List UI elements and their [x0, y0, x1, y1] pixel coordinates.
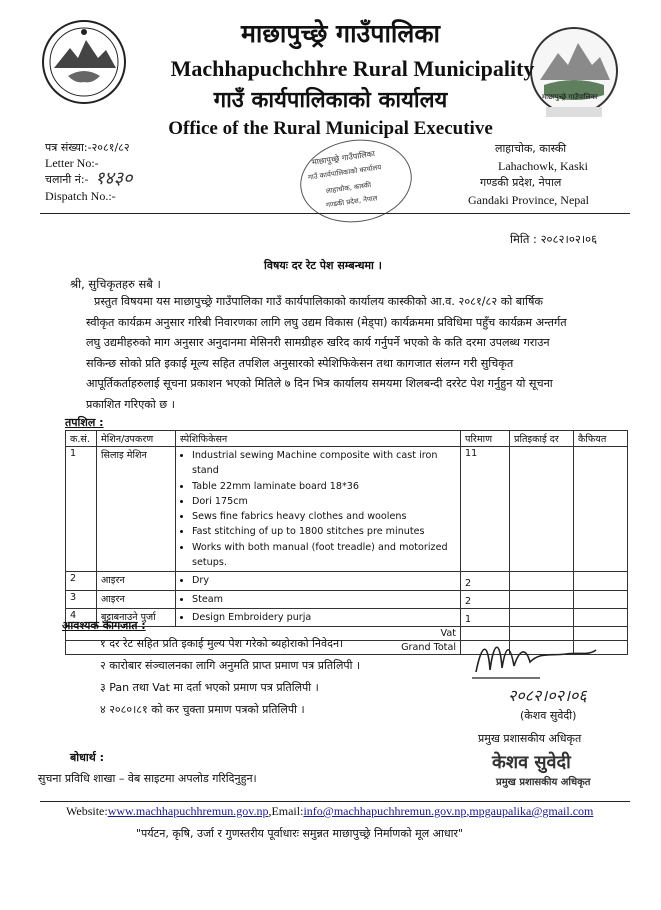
table-caption: तपशिल :	[65, 416, 104, 429]
row-sn: 4	[66, 608, 97, 626]
row-sn: 2	[66, 572, 97, 590]
spec-item: • Sews fine fabrics heavy clothes and woolens	[192, 509, 456, 524]
subject-line: विषयः दर रेट पेश सम्बन्धमा ।	[264, 259, 382, 272]
row-qty: 11	[461, 447, 510, 572]
reference-number: पत्र संख्या:-२०८१/८२	[45, 141, 130, 154]
document-item: ४ २०८०।८१ को कर चुक्ता प्रमाण पत्रको प्रतिलिपी ।	[100, 703, 305, 716]
office-stamp: माछापुच्छ्रे गाउँपालिका गाउँ कार्यपालिकाको कार्यालय लाहाचोक, कास्की गण्डकी प्रदेश, नेपाल	[295, 133, 417, 230]
body-line: आपूर्तिकर्ताहरुलाई सूचना प्रकाशन भएको मितिले ७ दिन भित्र कार्यालय समयमा शिलबन्दी दररेट पेश गर्नुहुन यो सूचना	[86, 377, 553, 390]
document-item: १ दर रेट सहित प्रति इकाई मुल्य पेश गरेको ब्यहोराको निवेदन।	[100, 637, 344, 650]
row-sn: 1	[66, 447, 97, 572]
spec-item: • Steam	[192, 592, 456, 607]
row-qty: 2	[461, 590, 510, 608]
row-spec	[176, 590, 461, 608]
signatory-designation: प्रमुख प्रशासकीय अधिकृत	[478, 732, 582, 745]
row-remarks	[574, 590, 628, 608]
signatory-name: (केशव सुवेदी)	[520, 709, 577, 722]
row-remarks	[574, 608, 628, 626]
dispatch-no-label: Dispatch No.:-	[45, 189, 116, 203]
title-nepali: माछापुच्छ्रे गाउँपालिका	[240, 19, 441, 48]
body-paragraph	[86, 292, 626, 415]
address-english: Lahachowk, Kaski	[498, 159, 588, 173]
body-line: प्रस्तुत विषयमा यस माछापुच्छ्रे गाउँपालिका गाउँ कार्यपालिकाको कार्यालय कास्कीको आ.व. २०८१/८२ को बार्षिक	[94, 295, 544, 308]
footer-contact: Website:www.machhapuchhremun.gov.np,Email:info@machhapuchhremun.gov.np,mpgaupalika@gmail.com	[66, 804, 594, 818]
footer-divider	[40, 801, 630, 802]
row-remarks	[574, 447, 628, 572]
documents-heading: आवश्यक कागजात :	[62, 619, 146, 632]
spec-item: • Fast stitching of up to 1800 stitches pre minutes	[192, 524, 456, 539]
row-item: बुट्टाबनाउने पुर्जा	[97, 608, 176, 626]
table-row	[66, 447, 628, 572]
province-nepali: गण्डकी प्रदेश, नेपाल	[480, 176, 562, 189]
spec-item: • Table 22mm laminate board 18*36	[192, 479, 456, 494]
spec-item: • Industrial sewing Machine composite with cast iron stand	[192, 448, 456, 479]
row-rate	[510, 447, 574, 572]
row-rate	[510, 590, 574, 608]
handwritten-signature	[470, 632, 620, 692]
letter-date: मिति : २०८२।०२।०६	[510, 232, 598, 246]
col-spec: स्पेशिफिकेसन	[176, 431, 461, 447]
office-nepali: गाउँ कार्यपालिकाको कार्यालय	[213, 88, 448, 113]
row-spec	[176, 572, 461, 590]
row-spec	[176, 608, 461, 626]
col-remarks: कैफियत	[574, 431, 628, 447]
logo-caption: माछापुच्छ्रे गाउँपालिका	[542, 93, 598, 101]
province-english: Gandaki Province, Nepal	[468, 193, 589, 207]
email-link[interactable]: info@machhapuchhremun.gov.np	[303, 804, 467, 818]
title-english: Machhapuchchhre Rural Municipality	[170, 56, 535, 81]
vat-label: Vat	[66, 627, 461, 641]
body-line: सकिन्छ सोको प्रति इकाई मूल्य सहित तपशिल अनुसारको स्पेशिफिकेसन तथा कागजात संलग्न गरी सुचिकृत	[86, 356, 514, 370]
row-qty: 1	[461, 608, 510, 626]
signature-date: २०८२।०२।०६	[508, 686, 587, 705]
row-item: आइरन	[97, 590, 176, 608]
table-row	[66, 590, 628, 608]
dispatch-number: १४३०	[95, 168, 133, 189]
row-item: आइरन	[97, 572, 176, 590]
body-line: स्वीकृत कार्यक्रम अनुसार गरिबी निवारणका लागि लघु उद्यम विकास (मेड्पा) कार्यक्रममा प्रविधिमा पहुँच कार्यक्रम अन्तर्गत	[86, 315, 567, 329]
row-sn: 3	[66, 590, 97, 608]
website-link[interactable]: www.machhapuchhremun.gov.np	[107, 804, 269, 818]
email-link-2[interactable]: ,mpgaupalika@gmail.com	[466, 804, 594, 818]
documents-list	[100, 636, 360, 724]
table-row	[66, 608, 628, 626]
table-row	[66, 572, 628, 590]
col-rate: प्रतिइकाई दर	[510, 431, 574, 447]
table-header-row	[66, 431, 628, 447]
address-nepali: लाहाचोक, कास्की	[495, 142, 567, 155]
col-item: मेशिन/उपकरण	[97, 431, 176, 447]
spec-item: • Dry	[192, 573, 456, 588]
row-spec	[176, 447, 461, 572]
row-item: सिलाइ मेशिन	[97, 447, 176, 572]
header-divider	[40, 213, 630, 214]
body-line: प्रकाशित गरिएको छ ।	[86, 397, 175, 411]
dispatch-label: चलानी नं:-	[45, 173, 89, 186]
name-stamp: केशव सुवेदी प्रमुख प्रशासकीय अधिकृत	[492, 752, 591, 788]
spec-item: • Design Embroidery purja	[192, 610, 456, 625]
row-remarks	[574, 572, 628, 590]
col-sn: क.सं.	[66, 431, 97, 447]
salutation: श्री, सुचिकृतहरु सबै ।	[70, 277, 161, 291]
spec-item: • Dori 175cm	[192, 494, 456, 509]
footer-slogan: "पर्यटन, कृषि, उर्जा र गुणस्तरीय पूर्वाधारः समुन्नत माछापुच्छ्रे निर्माणको मूल आधार"	[136, 827, 464, 840]
office-english: Office of the Rural Municipal Executive	[168, 118, 493, 139]
body-line: लघु उद्यमीहरुको माग अनुसार अनुदानमा मेसिनरी सामग्रीहरु खरिद कार्य गर्नुपर्ने भएको के कति दरमा उपलब्ध गराउन	[86, 336, 550, 349]
info-heading: बोधार्थ :	[70, 751, 105, 764]
row-rate	[510, 608, 574, 626]
row-qty: 2	[461, 572, 510, 590]
col-qty: परिमाण	[461, 431, 510, 447]
letter-no-label: Letter No:-	[45, 156, 99, 170]
document-item: ३ Pan तथा Vat मा दर्ता भएको प्रमाण पत्र प्रतिलिपी ।	[100, 681, 319, 694]
info-line: सुचना प्रविधि शाखा – वेब साइटमा अपलोड गरिदिनुहुन।	[38, 772, 257, 785]
specification-table	[65, 430, 628, 655]
row-rate	[510, 572, 574, 590]
spec-item: • Works with both manual (foot treadle) and motorized setups.	[192, 540, 456, 571]
total-label: Grand Total	[66, 641, 461, 655]
document-item: २ कारोबार संञ्चालनका लागि अनुमति प्राप्त प्रमाण पत्र प्रतिलिपी ।	[100, 659, 361, 672]
